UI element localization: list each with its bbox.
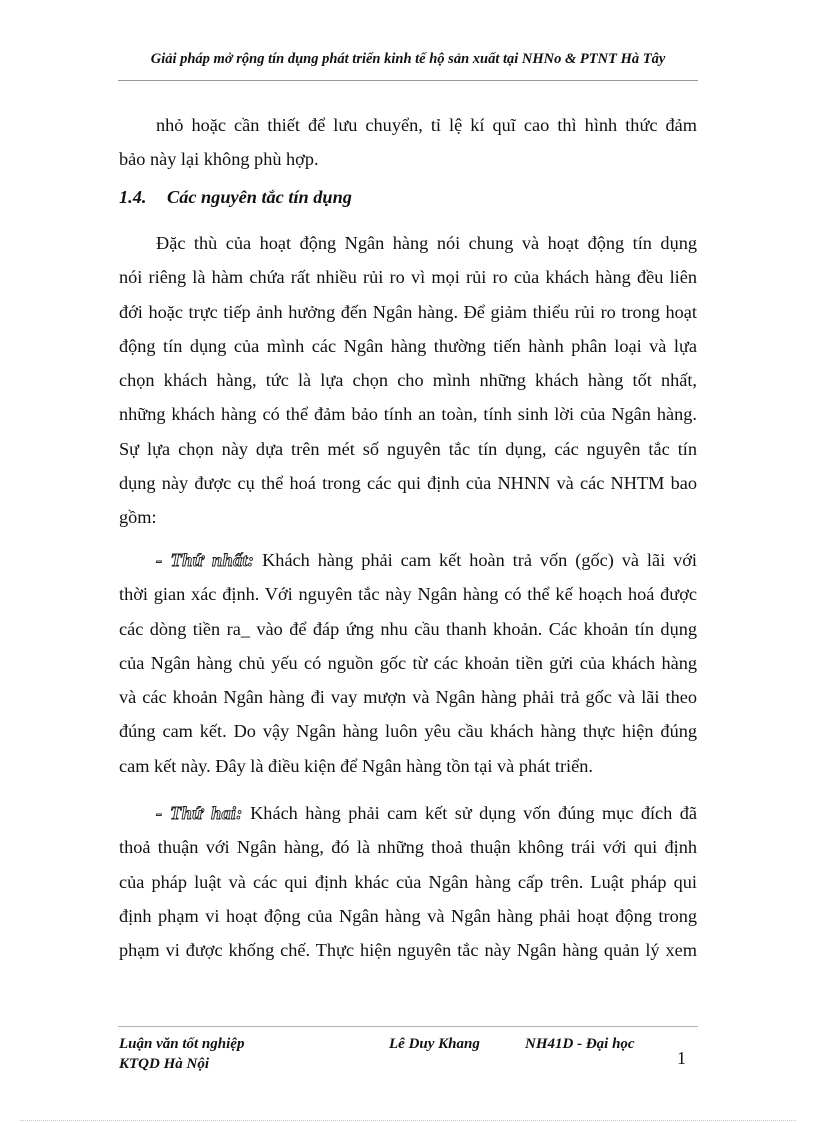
text-line: nhỏ hoặc cần thiết để lưu chuyển, tỉ lệ kí quĩ cao thì hình thức đảm <box>156 115 697 135</box>
text-line: dụng này được cụ thể hoá trong các qui định của NHNN và các NHTM bao <box>119 473 697 494</box>
principle-lead-second: - Thứ hai: <box>156 803 243 823</box>
text-line: và các khoản Ngân hàng đi vay mượn và Ngân hàng phải trả gốc và lãi theo <box>119 687 697 708</box>
footer-class: NH41D - Đại học <box>525 1036 635 1052</box>
text-fragment: Khách hàng phải cam kết sử dụng vốn đúng mục đích đã <box>242 803 697 823</box>
text-line: Đặc thù của hoạt động Ngân hàng nói chung và hoạt động tín dụng <box>156 233 697 253</box>
text-line: động tín dụng của mình các Ngân hàng thường tiến hành phân loại và lựa <box>119 335 697 356</box>
text-line: những khách hàng có thể đảm bảo tính an toàn, tính sinh lời của Ngân hàng. <box>119 404 697 425</box>
section-title: Các nguyên tắc tín dụng <box>167 187 352 207</box>
continuation-paragraph <box>119 108 697 177</box>
paragraph-first-principle <box>119 543 697 783</box>
text-line: Sự lựa chọn này dựa trên mét số nguyên tắc tín dụng, các nguyên tắc tín <box>119 438 697 459</box>
running-header: Giải pháp mở rộng tín dụng phát triển kinh tế hộ sản xuất tại NHNo & PTNT Hà Tây <box>150 51 666 67</box>
text-line: cam kết này. Đây là điều kiện để Ngân hàng tồn tại và phát triển. <box>119 755 593 776</box>
paragraph-second-principle <box>119 796 697 967</box>
text-line: của Ngân hàng chủ yếu có nguồn gốc từ các khoản tiền gửi của khách hàng <box>119 652 697 673</box>
text-line: đới hoặc trực tiếp ảnh hưởng đến Ngân hàng. Để giảm thiểu rủi ro trong hoạt <box>119 301 697 322</box>
section-heading <box>119 187 352 208</box>
header-divider <box>118 80 698 81</box>
text-line: định phạm vi hoạt động của Ngân hàng và Ngân hàng phải hoạt động trong <box>119 905 697 926</box>
section-number: 1.4. <box>119 187 147 207</box>
text-line: bảo này lại không phù hợp. <box>119 149 319 170</box>
text-line: phạm vi được khống chế. Thực hiện nguyên tắc này Ngân hàng quản lý xem <box>119 940 697 961</box>
page-number: 1 <box>677 1048 686 1068</box>
paragraph-principles-intro <box>119 226 697 535</box>
text-line: nói riêng là hàm chứa rất nhiều rủi ro vì mọi rủi ro của khách hàng đều liên <box>119 267 697 288</box>
principle-lead-first: - Thứ nhất: <box>156 550 255 570</box>
footer-thesis-label: Luận văn tốt nghiệp <box>119 1036 245 1052</box>
text-line: các dòng tiền ra_ vào để đáp ứng nhu cầu thanh khoản. Các khoản tín dụng <box>119 618 697 639</box>
text-line <box>119 796 697 830</box>
text-fragment: Khách hàng phải cam kết hoàn trả vốn (gốc) và lãi với <box>254 550 697 570</box>
text-line: thoả thuận với Ngân hàng, đó là những thoả thuận không trái với qui định <box>119 837 697 858</box>
text-line: chọn khách hàng, tức là lựa chọn cho mình những khách hàng tốt nhất, <box>119 370 697 391</box>
footer-university: KTQD Hà Nội <box>119 1056 209 1072</box>
text-line: thời gian xác định. Với nguyên tắc này Ngân hàng có thể kế hoạch hoá được <box>119 584 697 605</box>
footer-author: Lê Duy Khang <box>389 1036 480 1052</box>
page-bottom-border <box>20 1120 796 1121</box>
text-line <box>119 543 697 577</box>
text-line: gồm: <box>119 507 157 528</box>
text-line: của pháp luật và các qui định khác của Ngân hàng cấp trên. Luật pháp qui <box>119 871 697 892</box>
text-line: đúng cam kết. Do vậy Ngân hàng luôn yêu cầu khách hàng thực hiện đúng <box>119 721 697 742</box>
footer-divider <box>118 1026 698 1027</box>
